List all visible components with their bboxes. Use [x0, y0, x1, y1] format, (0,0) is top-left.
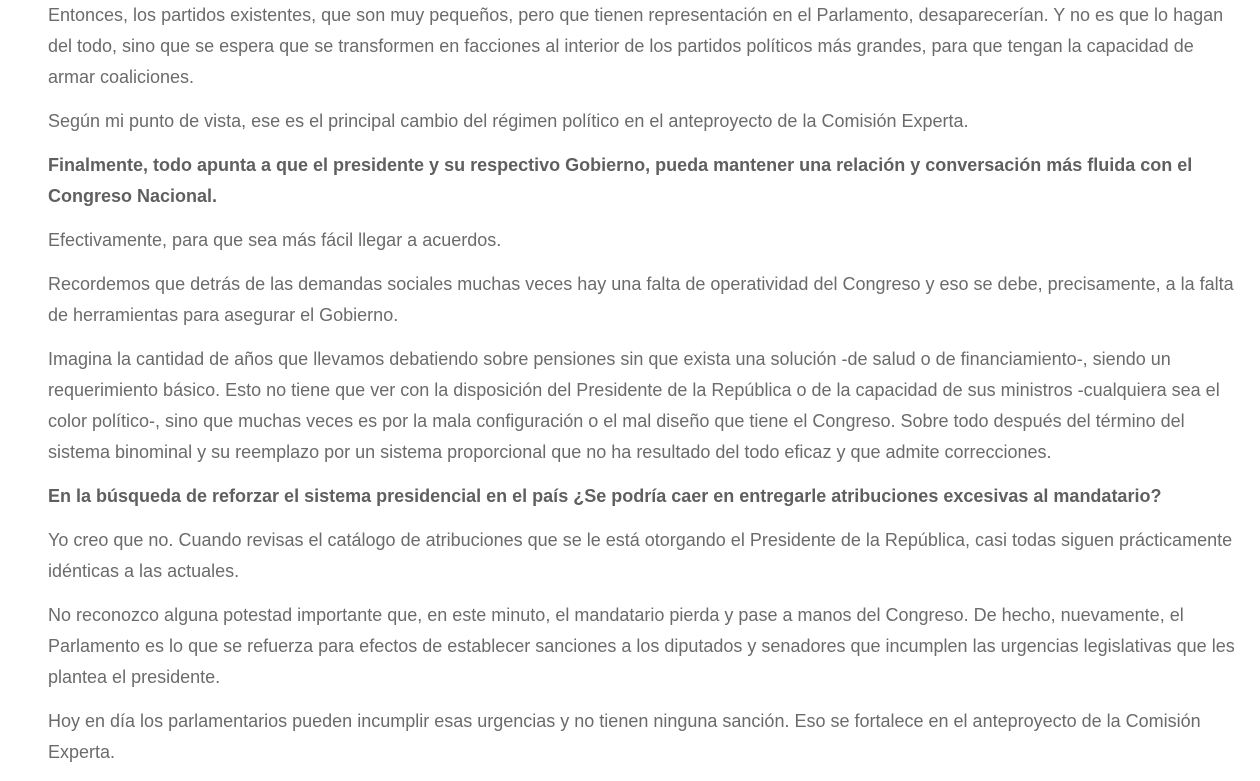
- paragraph-answer: Efectivamente, para que sea más fácil llegar a acuerdos.: [48, 230, 502, 250]
- paragraph-answer: Yo creo que no. Cuando revisas el catálogo de atribuciones que se le está otorgando el Presidente de la República, casi todas siguen prácticamente idénticas a las actuales.: [48, 530, 1233, 581]
- paragraph-answer: Imagina la cantidad de años que llevamos debatiendo sobre pensiones sin que exista una solución -de salud o de financiamiento-, siendo un requerimiento básico. Esto no tiene que ver con la disposición del Presidente de la República o de la capacidad de sus ministros -cualquiera sea el color político-, sino que muchas veces es por la mala configuración o el mal diseño que tiene el Congreso. Sobre todo después del término del sistema binominal y su reemplazo por un sistema proporcional que no ha resultado del todo eficaz y que admite correcciones.: [48, 349, 1220, 462]
- paragraph-answer: Según mi punto de vista, ese es el principal cambio del régimen político en el anteproyecto de la Comisión Experta.: [48, 111, 969, 131]
- paragraph-answer: Recordemos que detrás de las demandas sociales muchas veces hay una falta de operatividad del Congreso y eso se debe, precisamente, a la falta de herramientas para asegurar el Gobierno.: [48, 274, 1234, 325]
- paragraph-answer: Hoy en día los parlamentarios pueden incumplir esas urgencias y no tienen ninguna sanción. Eso se fortalece en el anteproyecto de la Comisión Experta.: [48, 711, 1201, 762]
- paragraph-answer: Entonces, los partidos existentes, que son muy pequeños, pero que tienen representación en el Parlamento, desaparecerían. Y no es que lo hagan del todo, sino que se espera que se transformen en facciones al interior de los partidos políticos más grandes, para que tengan la capacidad de armar coaliciones.: [48, 5, 1224, 87]
- paragraph-question: Finalmente, todo apunta a que el presidente y su respectivo Gobierno, pueda mantener una relación y conversación más fluida con el Congreso Nacional.: [48, 155, 1193, 206]
- paragraph-question: En la búsqueda de reforzar el sistema presidencial en el país ¿Se podría caer en entregarle atribuciones excesivas al mandatario?: [48, 486, 1162, 506]
- article-body: [48, 0, 1240, 781]
- paragraph-answer: No reconozco alguna potestad importante que, en este minuto, el mandatario pierda y pase a manos del Congreso. De hecho, nuevamente, el Parlamento es lo que se refuerza para efectos de establecer sanciones a los diputados y senadores que incumplen las urgencias legislativas que les plantea el presidente.: [48, 605, 1235, 687]
